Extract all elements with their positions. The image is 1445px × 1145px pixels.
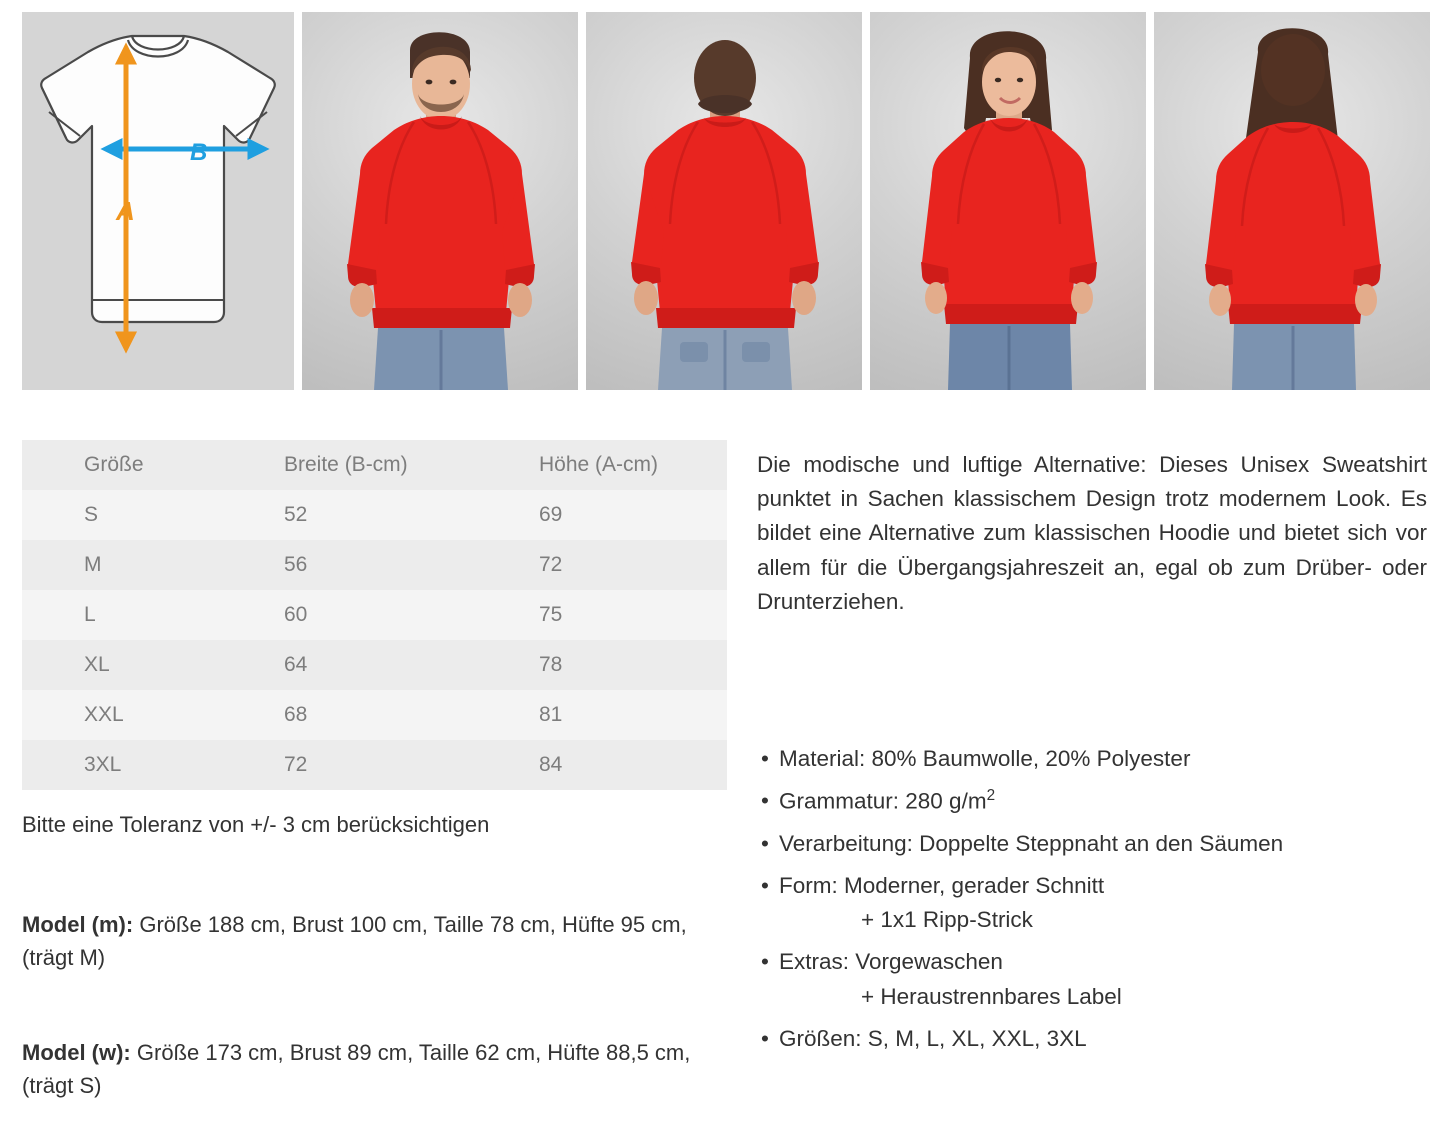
cell-height: 81 [539, 690, 727, 740]
photo-model-female-front [870, 12, 1146, 390]
cell-size: M [22, 540, 284, 590]
model-male-back-illustration [586, 12, 862, 390]
model-female-front-illustration [870, 12, 1146, 390]
table-row [22, 490, 727, 540]
product-features [757, 742, 1445, 1064]
cell-size: XL [22, 640, 284, 690]
product-photo-strip [22, 12, 1422, 390]
list-item [757, 827, 1445, 861]
list-item [757, 742, 1445, 776]
cell-height: 84 [539, 740, 727, 790]
header-width: Breite (B-cm) [284, 440, 539, 490]
feature-shape: Form: Moderner, gerader Schnitt [779, 873, 1105, 899]
model-male-measurements [22, 908, 722, 974]
model-female-back-illustration [1154, 12, 1430, 390]
feature-extras: Extras: Vorgewaschen [779, 949, 1003, 975]
list-item [757, 945, 1445, 1013]
cell-width: 68 [284, 690, 539, 740]
product-description: Die modische und luftige Alternative: Dieses Unisex Sweatshirt punktet in Sachen klassischem Design trotz modernem Look. Es bildet eine Alternative zum klassischen Hoodie und bietet sich vor allem für die Übergangsjahreszeit an, egal ob zum Drüber- oder Drunterziehen. [757, 452, 1427, 614]
feature-weight-exponent: 2 [986, 787, 996, 805]
model-male-front-illustration [302, 12, 578, 390]
model-female-label: Model (w): [22, 1040, 131, 1065]
table-row [22, 690, 727, 740]
measurement-diagram [22, 12, 294, 390]
list-item [757, 784, 1445, 819]
cell-width: 60 [284, 590, 539, 640]
photo-model-male-front [302, 12, 578, 390]
cell-width: 72 [284, 740, 539, 790]
photo-model-male-back [586, 12, 862, 390]
cell-height: 75 [539, 590, 727, 640]
size-chart-table [22, 440, 727, 790]
header-height: Höhe (A-cm) [539, 440, 727, 490]
feature-shape-sub: + 1x1 Ripp-Strick [861, 907, 1033, 933]
table-row [22, 740, 727, 790]
model-male-label: Model (m): [22, 912, 134, 937]
cell-width: 52 [284, 490, 539, 540]
cell-size: S [22, 490, 284, 540]
list-item [757, 1022, 1445, 1056]
table-row [22, 640, 727, 690]
table-header-row [22, 440, 727, 490]
cell-size: XXL [22, 690, 284, 740]
feature-list [757, 742, 1445, 1056]
sweatshirt-outline-icon [22, 12, 294, 390]
cell-width: 56 [284, 540, 539, 590]
model-female-text: Größe 173 cm, Brust 89 cm, Taille 62 cm, Hüfte 88,5 cm, (trägt S) [22, 1040, 691, 1098]
cell-height: 78 [539, 640, 727, 690]
photo-model-female-back [1154, 12, 1430, 390]
diagram-label-a: A [116, 196, 135, 226]
cell-height: 69 [539, 490, 727, 540]
feature-sizes: Größen: S, M, L, XL, XXL, 3XL [779, 1025, 1087, 1051]
cell-width: 64 [284, 640, 539, 690]
table-row [22, 590, 727, 640]
model-male-text: Größe 188 cm, Brust 100 cm, Taille 78 cm, Hüfte 95 cm, (trägt M) [22, 912, 687, 970]
feature-material: Material: 80% Baumwolle, 20% Polyester [779, 746, 1191, 771]
cell-height: 72 [539, 540, 727, 590]
cell-size: L [22, 590, 284, 640]
tolerance-note: Bitte eine Toleranz von +/- 3 cm berücksichtigen [22, 812, 490, 837]
header-size: Größe [22, 440, 284, 490]
table-row [22, 540, 727, 590]
feature-weight: Grammatur: 280 g/m [779, 788, 987, 814]
diagram-label-b: B [190, 139, 208, 166]
cell-size: 3XL [22, 740, 284, 790]
list-item [757, 869, 1445, 937]
feature-construction: Verarbeitung: Doppelte Steppnaht an den Säumen [779, 830, 1284, 856]
feature-extras-sub: + Heraustrennbares Label [861, 983, 1122, 1009]
model-female-measurements [22, 1036, 722, 1102]
